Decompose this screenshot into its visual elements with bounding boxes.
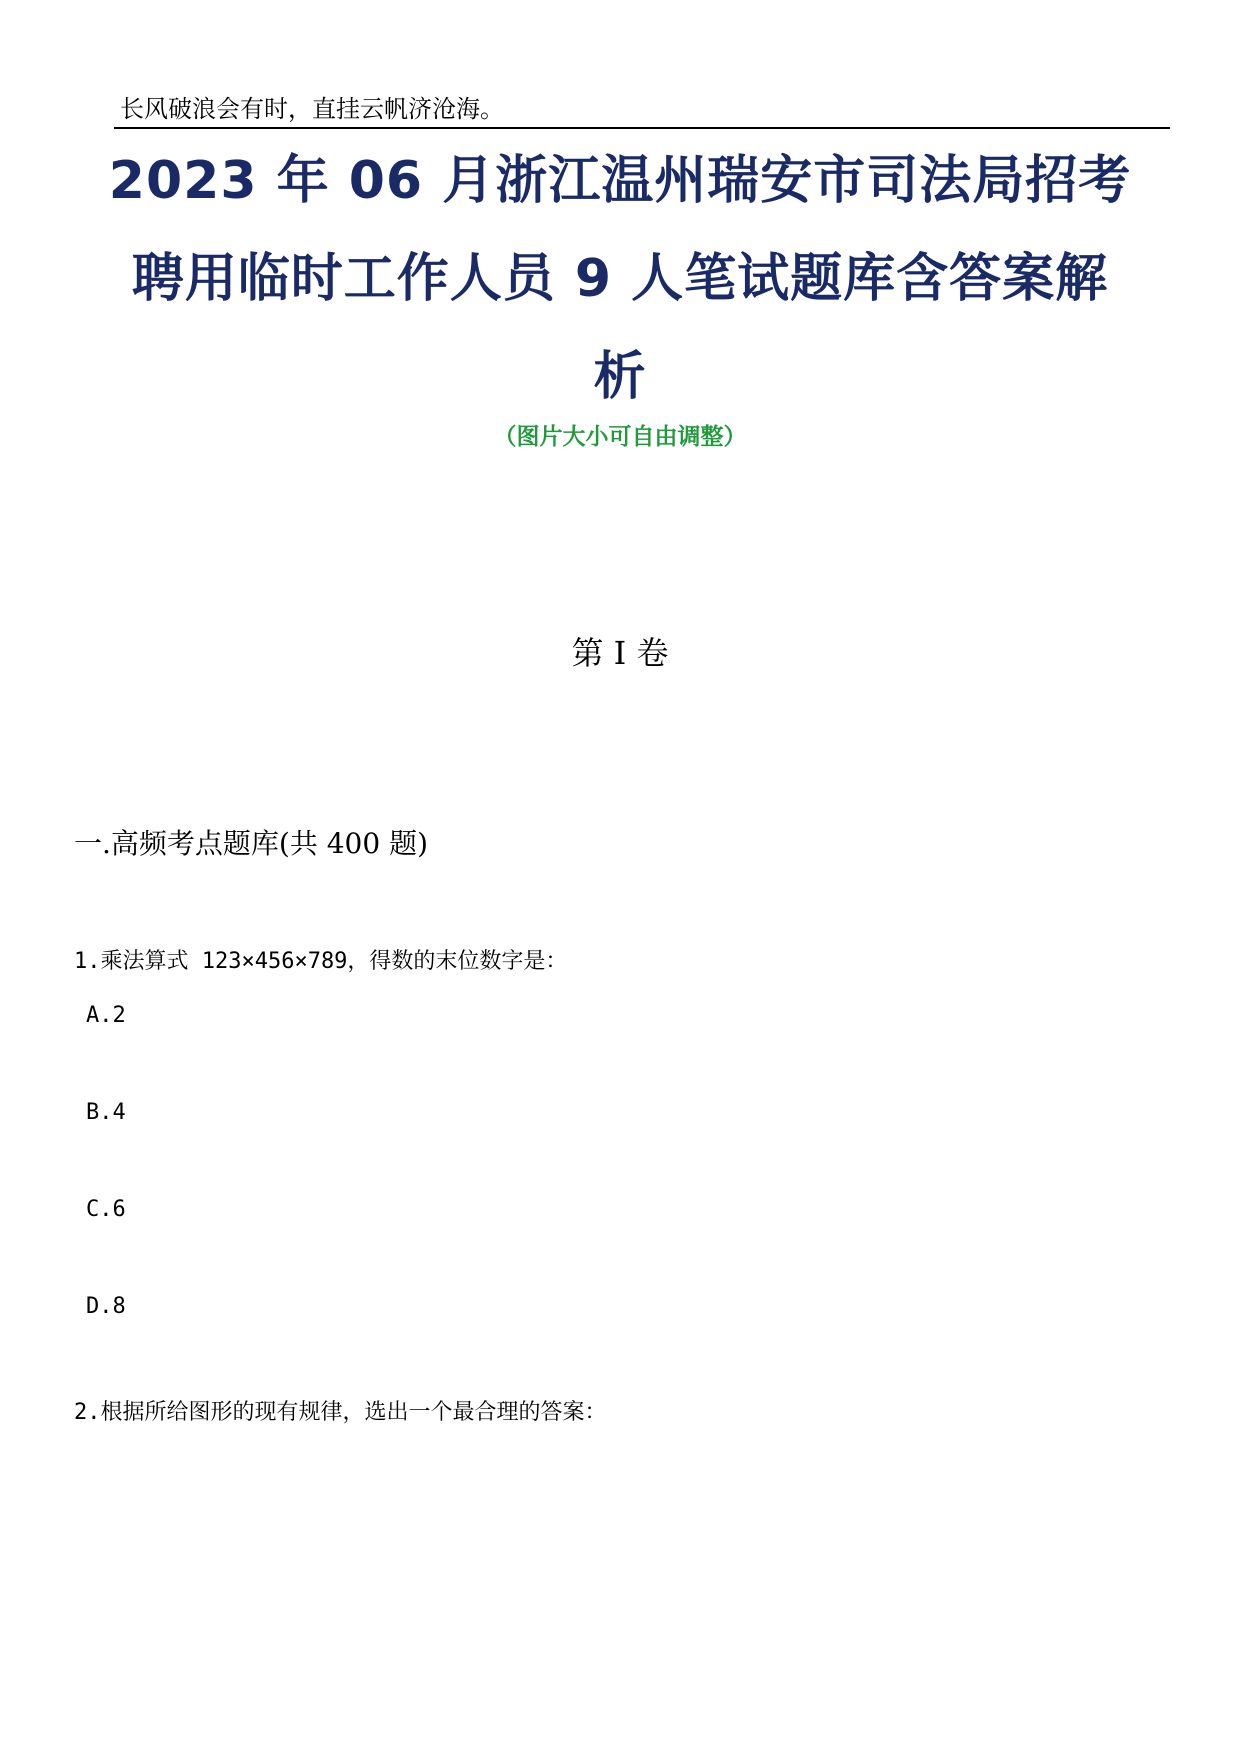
title-line-1: 2023 年 06 月浙江温州瑞安市司法局招考 <box>108 151 1132 211</box>
question-1-option-b: B.4 <box>86 1100 126 1125</box>
question-1-option-d: D.8 <box>86 1294 126 1319</box>
question-1-option-a: A.2 <box>86 1003 126 1028</box>
volume-label: 第 I 卷 <box>571 634 669 672</box>
title-line-3: 析 <box>593 347 647 407</box>
title-note: （图片大小可自由调整） <box>493 424 747 450</box>
header-rule <box>114 127 1170 129</box>
question-1-stem: 1.乘法算式 123×456×789，得数的末位数字是： <box>74 949 568 974</box>
question-1-option-c: C.6 <box>86 1197 126 1222</box>
title-line-2: 聘用临时工作人员 9 人笔试题库含答案解 <box>131 249 1109 309</box>
header-motto: 长风破浪会有时，直挂云帆济沧海。 <box>120 95 504 123</box>
question-2-stem: 2.根据所给图形的现有规律，选出一个最合理的答案： <box>74 1400 607 1425</box>
document-title <box>80 132 1160 426</box>
section-heading: 一.高频考点题库(共 400 题) <box>74 827 428 860</box>
